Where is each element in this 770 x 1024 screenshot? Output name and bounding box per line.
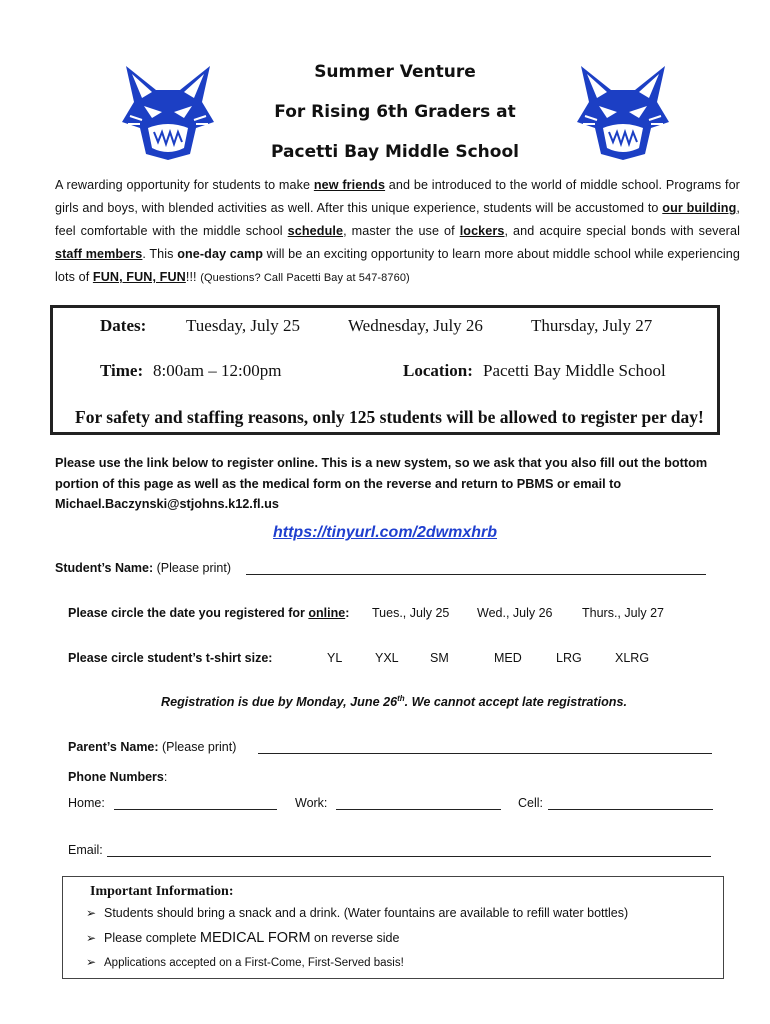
parent-name-label: Parent’s Name: (Please print) <box>68 740 237 754</box>
info-item-snack: ➢ Students should bring a snack and a drink. (Water fountains are available to refill water bottles) <box>86 906 629 920</box>
date-wednesday: Wednesday, July 26 <box>348 316 483 335</box>
size-option-lrg[interactable]: LRG <box>556 651 582 665</box>
registration-link[interactable]: https://tinyurl.com/2dwmxhrb <box>272 524 497 541</box>
phone-numbers-label: Phone Numbers: <box>68 770 168 784</box>
size-option-yl[interactable]: YL <box>327 651 343 665</box>
dates-label: Dates: <box>100 316 147 335</box>
registration-due-notice: Registration is due by Monday, June 26th. We cannot accept late registrations. <box>161 694 627 710</box>
circle-size-label: Please circle student’s t-shirt size: <box>68 651 273 665</box>
staff-members-text: staff members <box>55 247 143 261</box>
work-phone-field[interactable] <box>336 809 501 810</box>
date-option-tues[interactable]: Tues., July 25 <box>372 606 450 620</box>
arrow-bullet-icon: ➢ <box>86 955 97 969</box>
time-label: Time: <box>100 361 144 380</box>
title-line-3: Pacetti Bay Middle School <box>271 142 519 162</box>
one-day-camp-text: one-day camp <box>177 247 264 261</box>
intro-paragraph: A rewarding opportunity for students to make new friends and be introduced to the world of middle school. Programs for girls and boys, with blended activities as well. After this unique experience, students will be accustomed to our building, feel comfortable with the middle school schedule, master the use of lockers, and acquire special bonds with several staff members. This one-day camp will be an exciting opportunity to learn more about middle school while experiencing lots of FUN, FUN, FUN!!! (Questions? Call Pacetti Bay at 547-8760) <box>55 178 740 284</box>
size-option-yxl[interactable]: YXL <box>375 651 399 665</box>
wildcat-icon <box>573 62 673 162</box>
size-option-xlrg[interactable]: XLRG <box>615 651 650 665</box>
lockers-text: lockers <box>459 224 505 238</box>
time-value: 8:00am – 12:00pm <box>153 361 282 380</box>
student-name-field[interactable] <box>246 574 706 575</box>
cell-phone-label: Cell: <box>518 796 544 810</box>
safety-notice: For safety and staffing reasons, only 125 students will be allowed to register per day! <box>75 407 704 427</box>
student-name-label: Student’s Name: (Please print) <box>55 561 231 575</box>
email-field[interactable] <box>107 856 711 857</box>
home-phone-field[interactable] <box>114 809 277 810</box>
wildcat-logo-left <box>118 62 218 162</box>
details-box <box>50 305 720 435</box>
date-thursday: Thursday, July 27 <box>531 316 653 335</box>
date-option-thurs[interactable]: Thurs., July 27 <box>582 606 664 620</box>
fun-text: FUN, FUN, FUN <box>92 270 186 284</box>
location-label: Location: <box>403 361 473 380</box>
location-value: Pacetti Bay Middle School <box>483 361 666 380</box>
important-info-heading: Important Information: <box>90 884 234 899</box>
cell-phone-field[interactable] <box>548 809 713 810</box>
email-label: Email: <box>68 843 103 857</box>
work-phone-label: Work: <box>295 796 328 810</box>
title-line-1: Summer Venture <box>314 62 476 82</box>
date-option-wed[interactable]: Wed., July 26 <box>477 606 553 620</box>
registration-instructions: Please use the link below to register online. This is a new system, so we ask that you also fill out the bottom portion of this page as well as the medical form on the reverse and return to PBMS or email to Michael.Baczynski@stjohns.k12.fl.us <box>55 456 708 511</box>
arrow-bullet-icon: ➢ <box>86 931 97 945</box>
date-tuesday: Tuesday, July 25 <box>186 316 300 335</box>
important-info-box <box>62 876 724 979</box>
schedule-text: schedule <box>287 224 344 238</box>
size-option-sm[interactable]: SM <box>430 651 449 665</box>
wildcat-icon <box>118 62 218 162</box>
wildcat-logo-right <box>573 62 673 162</box>
info-item-first-come: ➢ Applications accepted on a First-Come, First-Served basis! <box>86 955 404 969</box>
info-item-medical: ➢ Please complete MEDICAL FORM on reverse side <box>86 930 400 946</box>
home-phone-label: Home: <box>68 796 105 810</box>
our-building-text: our building <box>662 201 737 215</box>
questions-note: (Questions? Call Pacetti Bay at 547-8760) <box>200 272 410 284</box>
new-friends-text: new friends <box>313 178 386 192</box>
parent-name-field[interactable] <box>258 753 712 754</box>
arrow-bullet-icon: ➢ <box>86 906 97 920</box>
circle-date-label: Please circle the date you registered for online: <box>68 606 350 620</box>
size-option-med[interactable]: MED <box>494 651 522 665</box>
title-line-2: For Rising 6th Graders at <box>274 102 516 122</box>
